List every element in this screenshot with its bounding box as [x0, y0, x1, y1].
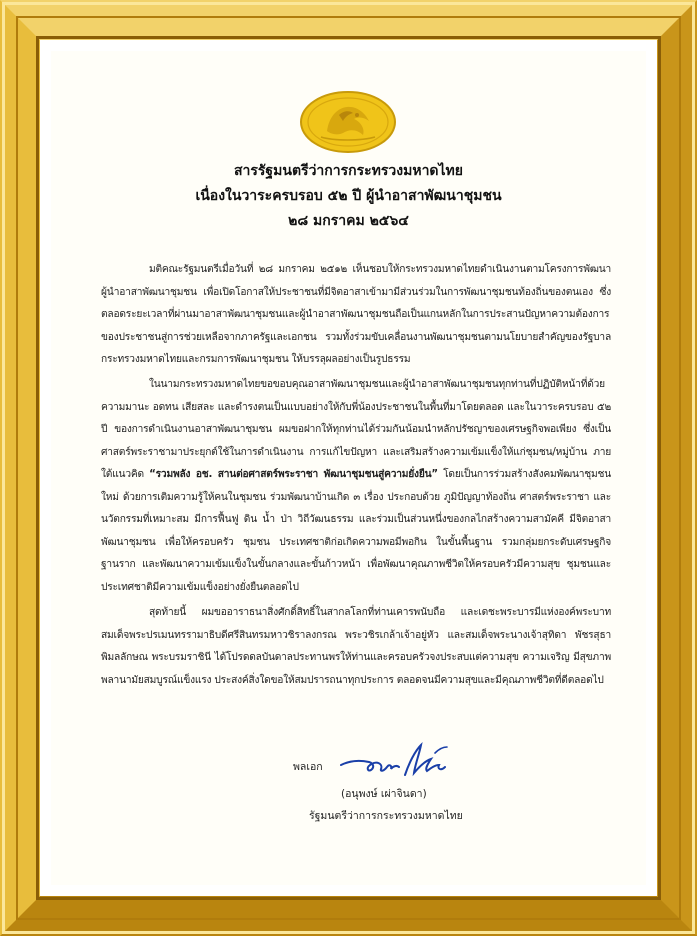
paragraph-2	[101, 374, 611, 599]
document-subtitle: เนื่องในวาระครบรอบ ๕๒ ปี ผู้นำอาสาพัฒนาชุมชน	[195, 188, 502, 204]
document-date: ๒๘ มกราคม ๒๕๖๔	[288, 213, 409, 229]
signature-icon	[335, 741, 465, 781]
paragraph-3-text: สุดท้ายนี้ ผมขออาราธนาสิ่งศักดิ์สิทธิ์ในสากลโลกที่ท่านเคารพนับถือ และเดชะพระบารมีแห่งองค์พระบาทสมเด็จพระปรเมนทรรามาธิบดีศรีสินทรมหาวชิราลงกรณ พระวชิรเกล้าเจ้าอยู่หัว และสมเด็จพระนางเจ้าสุทิดา พัชรสุธาพิมลลักษณ พระบรมราชินี ได้โปรดดลบันดาลประทานพรให้ท่านและครอบครัวจงประสบแต่ความสุข ความเจริญ มีสุขภาพพลานามัยสมบูรณ์แข็งแรง ประสงค์สิ่งใดขอให้สมปรารถนาทุกประการ ตลอดจนมีความสุขและมีคุณภาพชีวิตที่ดีตลอดไป	[101, 607, 611, 686]
campaign-slogan: “รวมพลัง อช. สานต่อศาสตร์พระราชา พัฒนาชุมชนสู่ความยั่งยืน”	[149, 469, 438, 480]
seal-icon	[299, 91, 397, 153]
paragraph-1-text: มติคณะรัฐมนตรีเมื่อวันที่ ๒๘ มกราคม ๒๕๑๒ เห็นชอบให้กระทรวงมหาดไทยดำเนินงานตามโครงการพัฒนาผู้นำอาสาพัฒนาชุมชน เพื่อเปิดโอกาสให้ประชาชนที่มีจิตอาสาเข้ามามีส่วนร่วมในการพัฒนาชุมชนท้องถิ่นของตนเอง ซึ่งตลอดระยะเวลาที่ผ่านมาอาสาพัฒนาชุมชนและผู้นำอาสาพัฒนาชุมชนถือเป็นแกนหลักในการประสานปัญหาความต้องการของประชาชนสู่การช่วยเหลือจากภาครัฐและเอกชน รวมทั้งร่วมขับเคลื่อนงานพัฒนาชุมชนตามนโยบายสำคัญของรัฐบาล กระทรวงมหาดไทยและกรมการพัฒนาชุมชน ให้บรรลุผลอย่างเป็นรูปธรรม	[101, 264, 611, 365]
signatory-name: (อนุพงษ์ เผ่าจินดา)	[341, 788, 427, 800]
paragraph-2-text-end: โดยเป็นการร่วมสร้างสังคมพัฒนาชุมชนใหม่ ด้วยการเติมความรู้ให้คนในชุมชน ร่วมพัฒนาบ้านเกิด ๓ เรื่อง ประกอบด้วย ภูมิปัญญาท้องถิ่น ศาสตร์พระราชา และนวัตกรรมที่เหมาะสม มีการฟื้นฟู ดิน น้ำ ป่า วิถีวัฒนธรรม และร่วมเป็นส่วนหนึ่งของกลไกสร้างความสามัคคี มีจิตอาสาพัฒนาชุมชน เพื่อให้ครอบครัว ชุมชน ประเทศชาติก่อเกิดความพอมีพอกิน ในขั้นพื้นฐาน รวมกลุ่มยกระดับเศรษฐกิจฐานราก และพัฒนาความเข้มแข็งในขั้นกลางและขั้นก้าวหน้า เพื่อพัฒนาคุณภาพชีวิตให้ครอบครัวมีความสุข ชุมชนและประเทศชาติมีความเข้มแข็งอย่างยั่งยืนตลอดไป	[101, 469, 611, 593]
paragraph-1	[101, 259, 611, 372]
document-title: สารรัฐมนตรีว่าการกระทรวงมหาดไทย	[233, 163, 463, 179]
document-paper	[51, 51, 646, 885]
paragraph-2-text-start: ในนามกระทรวงมหาดไทยขอขอบคุณอาสาพัฒนาชุมชนและผู้นำอาสาพัฒนาชุมชนทุกท่านที่ปฏิบัติหน้าที่ด้วยความมานะ อดทน เสียสละ และดำรงตนเป็นแบบอย่างให้กับพี่น้องประชาชนในพื้นที่มาโดยตลอด และในวาระครบรอบ ๕๒ ปี ของการดำเนินงานอาสาพัฒนาชุมชน ผมขอฝากให้ทุกท่านได้ร่วมกันน้อมนำหลักปรัชญาของเศรษฐกิจพอเพียง ซึ่งเป็นศาสตร์พระราชามาประยุกต์ใช้ในการดำเนินงาน การแก้ไขปัญหา และเสริมสร้างความเข้มแข็งให้แก่ชุมชน/หมู่บ้าน ภายใต้แนวคิด	[101, 379, 611, 480]
paragraph-3	[101, 602, 611, 692]
signatory-position: รัฐมนตรีว่าการกระทรวงมหาดไทย	[309, 810, 463, 822]
signatory-rank: พลเอก	[293, 761, 323, 773]
